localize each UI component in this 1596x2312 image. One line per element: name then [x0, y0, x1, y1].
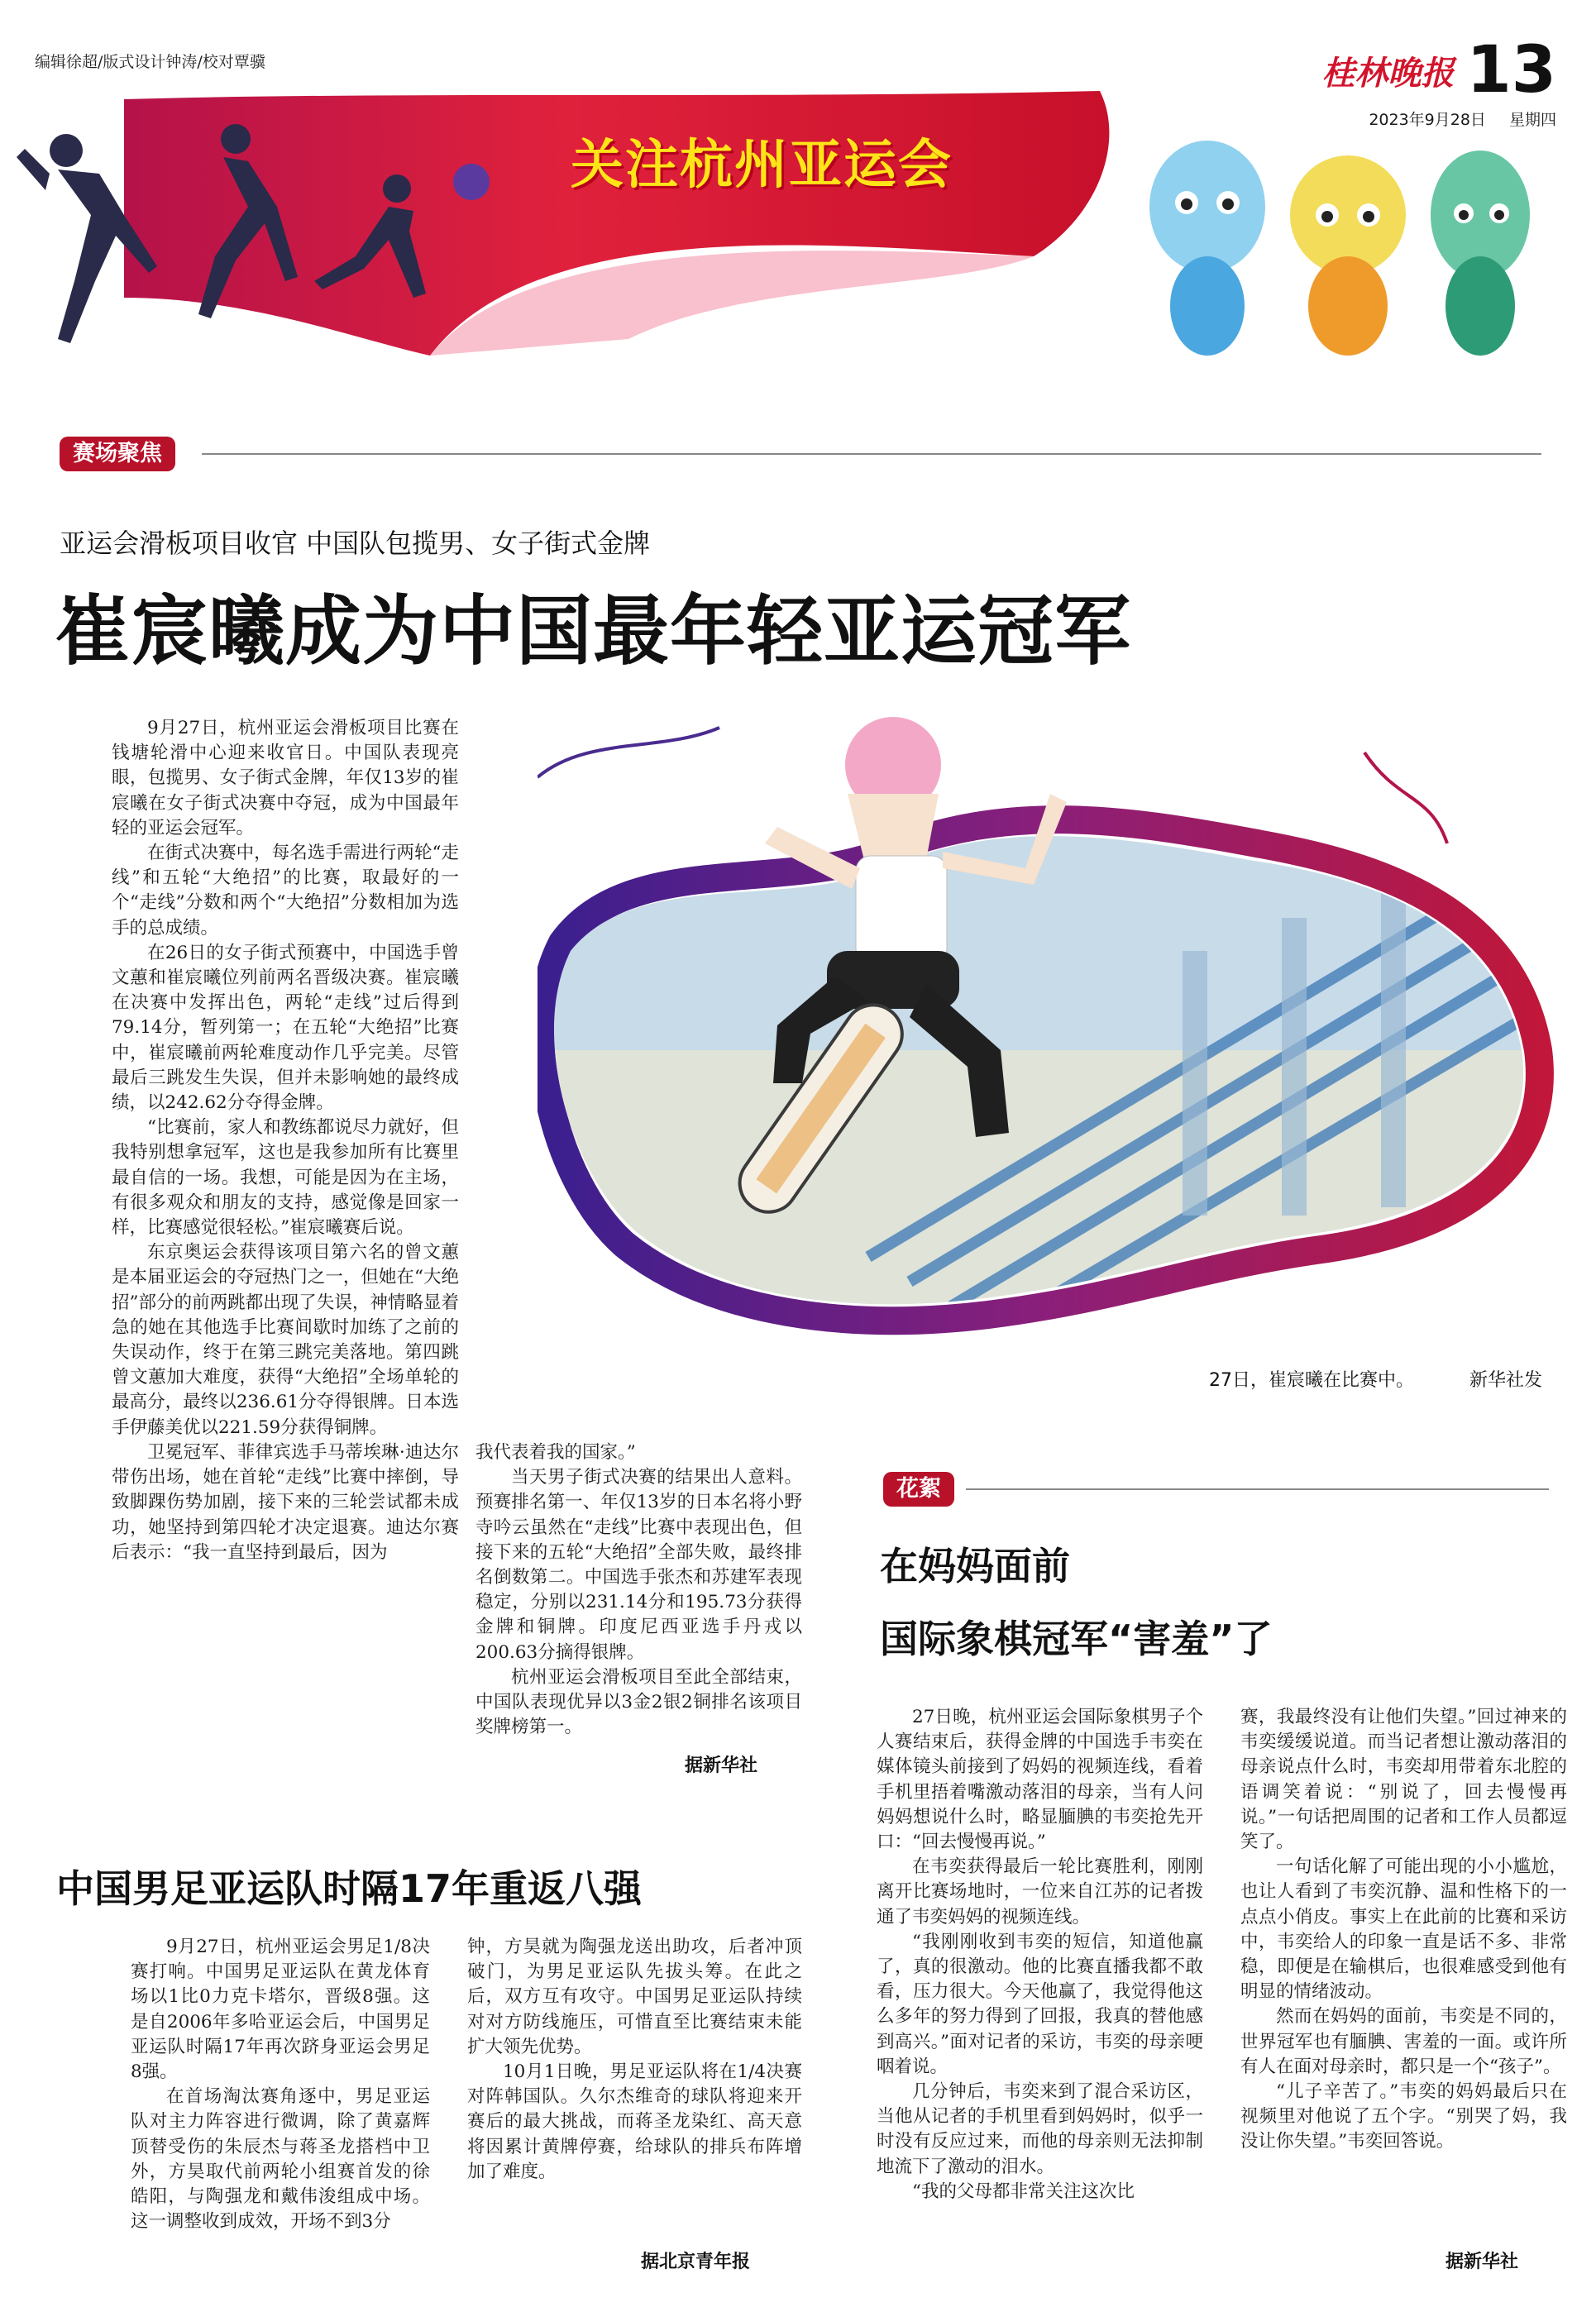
paragraph: 一句话化解了可能出现的小小尴尬，也让人看到了韦奕沉静、温和性格下的一点点小俏皮。事实上在此前的比赛和采访中，韦奕给人的印象一直是话不多、非常稳，即便是在输棋后，也很难感受到他有明显的情绪波动。	[1240, 1856, 1567, 2003]
editor-credits: 编辑徐超/版式设计钟涛/校对覃骥	[35, 53, 265, 71]
paragraph: 在26日的女子街式预赛中，中国选手曾文蕙和崔宸曦位列前两名晋级决赛。崔宸曦在决赛中发挥出色，两轮“走线”过后得到79.14分，暂列第一；在五轮“大绝招”比赛中，崔宸曦前两轮难度动作几乎完美。尽管最后三跳发生失误，但并未影响她的最终成绩，以242.62分夺得金牌。	[112, 942, 459, 1114]
banner-title: 关注杭州亚运会	[571, 135, 953, 196]
paragraph: 东京奥运会获得该项目第六名的曾文蕙是本届亚运会的夺冠热门之一，但她在“大绝招”部分的前两跳都出现了失误，神情略显着急的她在其他选手比赛间歇时加练了之前的失误动作，终于在第三跳完美落地。第四跳曾文蕙加大难度，获得“大绝招”全场单轮的最高分，最终以236.61分夺得银牌。日本选手伊藤美优以221.59分获得铜牌。	[112, 1242, 459, 1438]
mascot-figures	[1149, 141, 1530, 356]
section-divider	[966, 1488, 1549, 1490]
paragraph: 杭州亚运会滑板项目至此全部结束，中国队表现优异以3金2银2铜排名该项目奖牌榜第一。	[475, 1666, 802, 1738]
paragraph: 几分钟后，韦奕来到了混合采访区，当他从记者的手机里看到妈妈时，似乎一时没有反应过来，而他的母亲则无法抑制地流下了激动的泪水。	[877, 2081, 1203, 2177]
paragraph: 卫冕冠军、菲律宾选手马蒂埃琳·迪达尔带伤出场，她在首轮“走线”比赛中摔倒，导致脚踝伤势加剧，接下来的三轮尝试都未成功，她坚持到第四轮才决定退赛。迪达尔赛后表示：“我一直坚持到最后，因为	[112, 1441, 459, 1563]
paragraph: 我代表着我的国家。”	[475, 1442, 636, 1463]
skateboard-photo	[538, 703, 1555, 1406]
chess-column-2	[1240, 1705, 1567, 2155]
football-headline: 中国男足亚运队时隔17年重返八强	[56, 1866, 643, 1911]
issue-date: 2023年9月28日	[1369, 111, 1486, 129]
chess-headline-line2: 国际象棋冠军“害羞”了	[880, 1617, 1273, 1661]
paragraph: 在首场淘汰赛角逐中，男足亚运队对主力阵容进行微调，除了黄嘉辉顶替受伤的朱辰杰与蒋圣龙搭档中卫外，方昊取代前两轮小组赛首发的徐皓阳，与陶强龙和戴伟浚组成中场。这一调整收到成效，开场不到3分	[131, 2086, 430, 2233]
page-number: 13	[1466, 33, 1556, 107]
paper-name-logo: 桂林晚报	[1321, 53, 1455, 93]
football-column-2	[467, 1935, 802, 2185]
paragraph: 钟，方昊就为陶强龙送出助攻，后者冲顶破门，为男足亚运队先拔头筹。在此之后，双方互有攻守。中国男足亚运队持续对对方防线施压，可惜直至比赛结束未能扩大领先优势。	[467, 1937, 802, 2057]
paragraph: 10月1日晚，男足亚运队将在1/4决赛对阵韩国队。久尔杰维奇的球队将迎来开赛后的最大挑战，而蒋圣龙染红、高天意将因累计黄牌停赛，给球队的排兵布阵增加了难度。	[467, 2061, 802, 2182]
photo-caption	[1209, 1366, 1542, 1392]
skateboard-column-2	[475, 1440, 802, 1740]
chess-column-1	[877, 1705, 1203, 2205]
paragraph: “我刚刚收到韦奕的短信，知道他赢了，真的很激动。他的比赛直播我都不敢看，压力很大。今天他赢了，我觉得他这么多年的努力得到了回报，我真的替他感到高兴。”面对记者的采访，韦奕的母亲哽咽着说。	[877, 1931, 1203, 2077]
section-tag-sidelights: 花絮	[883, 1472, 954, 1507]
photo-frame	[538, 703, 1555, 1406]
paragraph: 当天男子街式决赛的结果出人意料。预赛排名第一、年仅13岁的日本名将小野寺吟云虽然在“走线”比赛中表现出色，但接下来的五轮“大绝招”全部失败，最终排名倒数第二。中国选手张杰和苏建军表现稳定，分别以231.14分和195.73分获得金牌和铜牌。印度尼西亚选手丹戎以200.63分摘得银牌。	[475, 1467, 802, 1663]
skateboard-byline: 据新华社	[685, 1755, 758, 1776]
paragraph: 在韦奕获得最后一轮比赛胜利，刚刚离开比赛场地时，一位来自江苏的记者拨通了韦奕妈妈的视频连线。	[877, 1856, 1203, 1927]
paragraph: 9月27日，杭州亚运会男足1/8决赛打响。中国男足亚运队在黄龙体育场以1比0力克卡塔尔，晋级8强。这是自2006年多哈亚运会后，中国男足亚运队时隔17年再次跻身亚运会男足8强。	[131, 1937, 430, 2083]
issue-weekday: 星期四	[1508, 111, 1556, 129]
paragraph: 赛，我最终没有让他们失望。”回过神来的韦奕缓缓说道。而当记者想让激动落泪的母亲说点什么时，韦奕却用带着东北腔的语调笑着说：“别说了，回去慢慢再说。”一句话把周围的记者和工作人员都逗笑了。	[1240, 1707, 1567, 1853]
paragraph: “比赛前，家人和教练都说尽力就好，但我特别想拿冠军，这也是我参加所有比赛里最自信的一场。我想，可能是因为在主场，有很多观众和朋友的支持，感觉像是回家一样，比赛感觉很轻松。”崔宸曦赛后说。	[112, 1117, 459, 1239]
football-byline: 据北京青年报	[641, 2252, 751, 2272]
paragraph: 然而在妈妈的面前，韦奕是不同的，世界冠军也有腼腆、害羞的一面。或许所有人在面对母亲时，都只是一个“孩子”。	[1240, 2006, 1567, 2077]
article-subhead: 亚运会滑板项目收官 中国队包揽男、女子街式金牌	[60, 528, 651, 559]
football-column-1	[131, 1935, 430, 2234]
paragraph: “儿子辛苦了。”韦奕的妈妈最后只在视频里对他说了五个字。“别哭了妈，我没让你失望。”韦奕回答说。	[1240, 2081, 1567, 2152]
chess-byline: 据新华社	[1445, 2252, 1519, 2272]
photo-credit: 新华社发	[1469, 1370, 1543, 1391]
section-divider	[202, 453, 1541, 455]
paragraph: 9月27日，杭州亚运会滑板项目比赛在钱塘轮滑中心迎来收官日。中国队表现亮眼，包揽男、女子街式金牌，年仅13岁的崔宸曦在女子街式决赛中夺冠，成为中国最年轻的亚运会冠军。	[112, 718, 459, 838]
paragraph: “我的父母都非常关注这次比	[912, 2181, 1135, 2202]
photo-caption-text: 27日，崔宸曦在比赛中。	[1209, 1370, 1414, 1391]
chess-headline-line1: 在妈妈面前	[880, 1544, 1070, 1588]
paragraph: 在街式决赛中，每名选手需进行两轮“走线”和五轮“大绝招”的比赛，取最好的一个“走线”分数和两个“大绝招”分数相加为选手的总成绩。	[112, 843, 459, 939]
skateboard-column-1	[112, 716, 459, 1565]
section-tag-arena-focus: 赛场聚焦	[60, 437, 175, 471]
paragraph: 27日晚，杭州亚运会国际象棋男子个人赛结束后，获得金牌的中国选手韦奕在媒体镜头前接到了妈妈的视频连线，看着手机里捂着嘴激动落泪的母亲，当有人问妈妈想说什么时，略显腼腆的韦奕抢先开口：“回去慢慢再说。”	[877, 1707, 1203, 1853]
article-headline: 崔宸曦成为中国最年轻亚运冠军	[55, 587, 1132, 676]
